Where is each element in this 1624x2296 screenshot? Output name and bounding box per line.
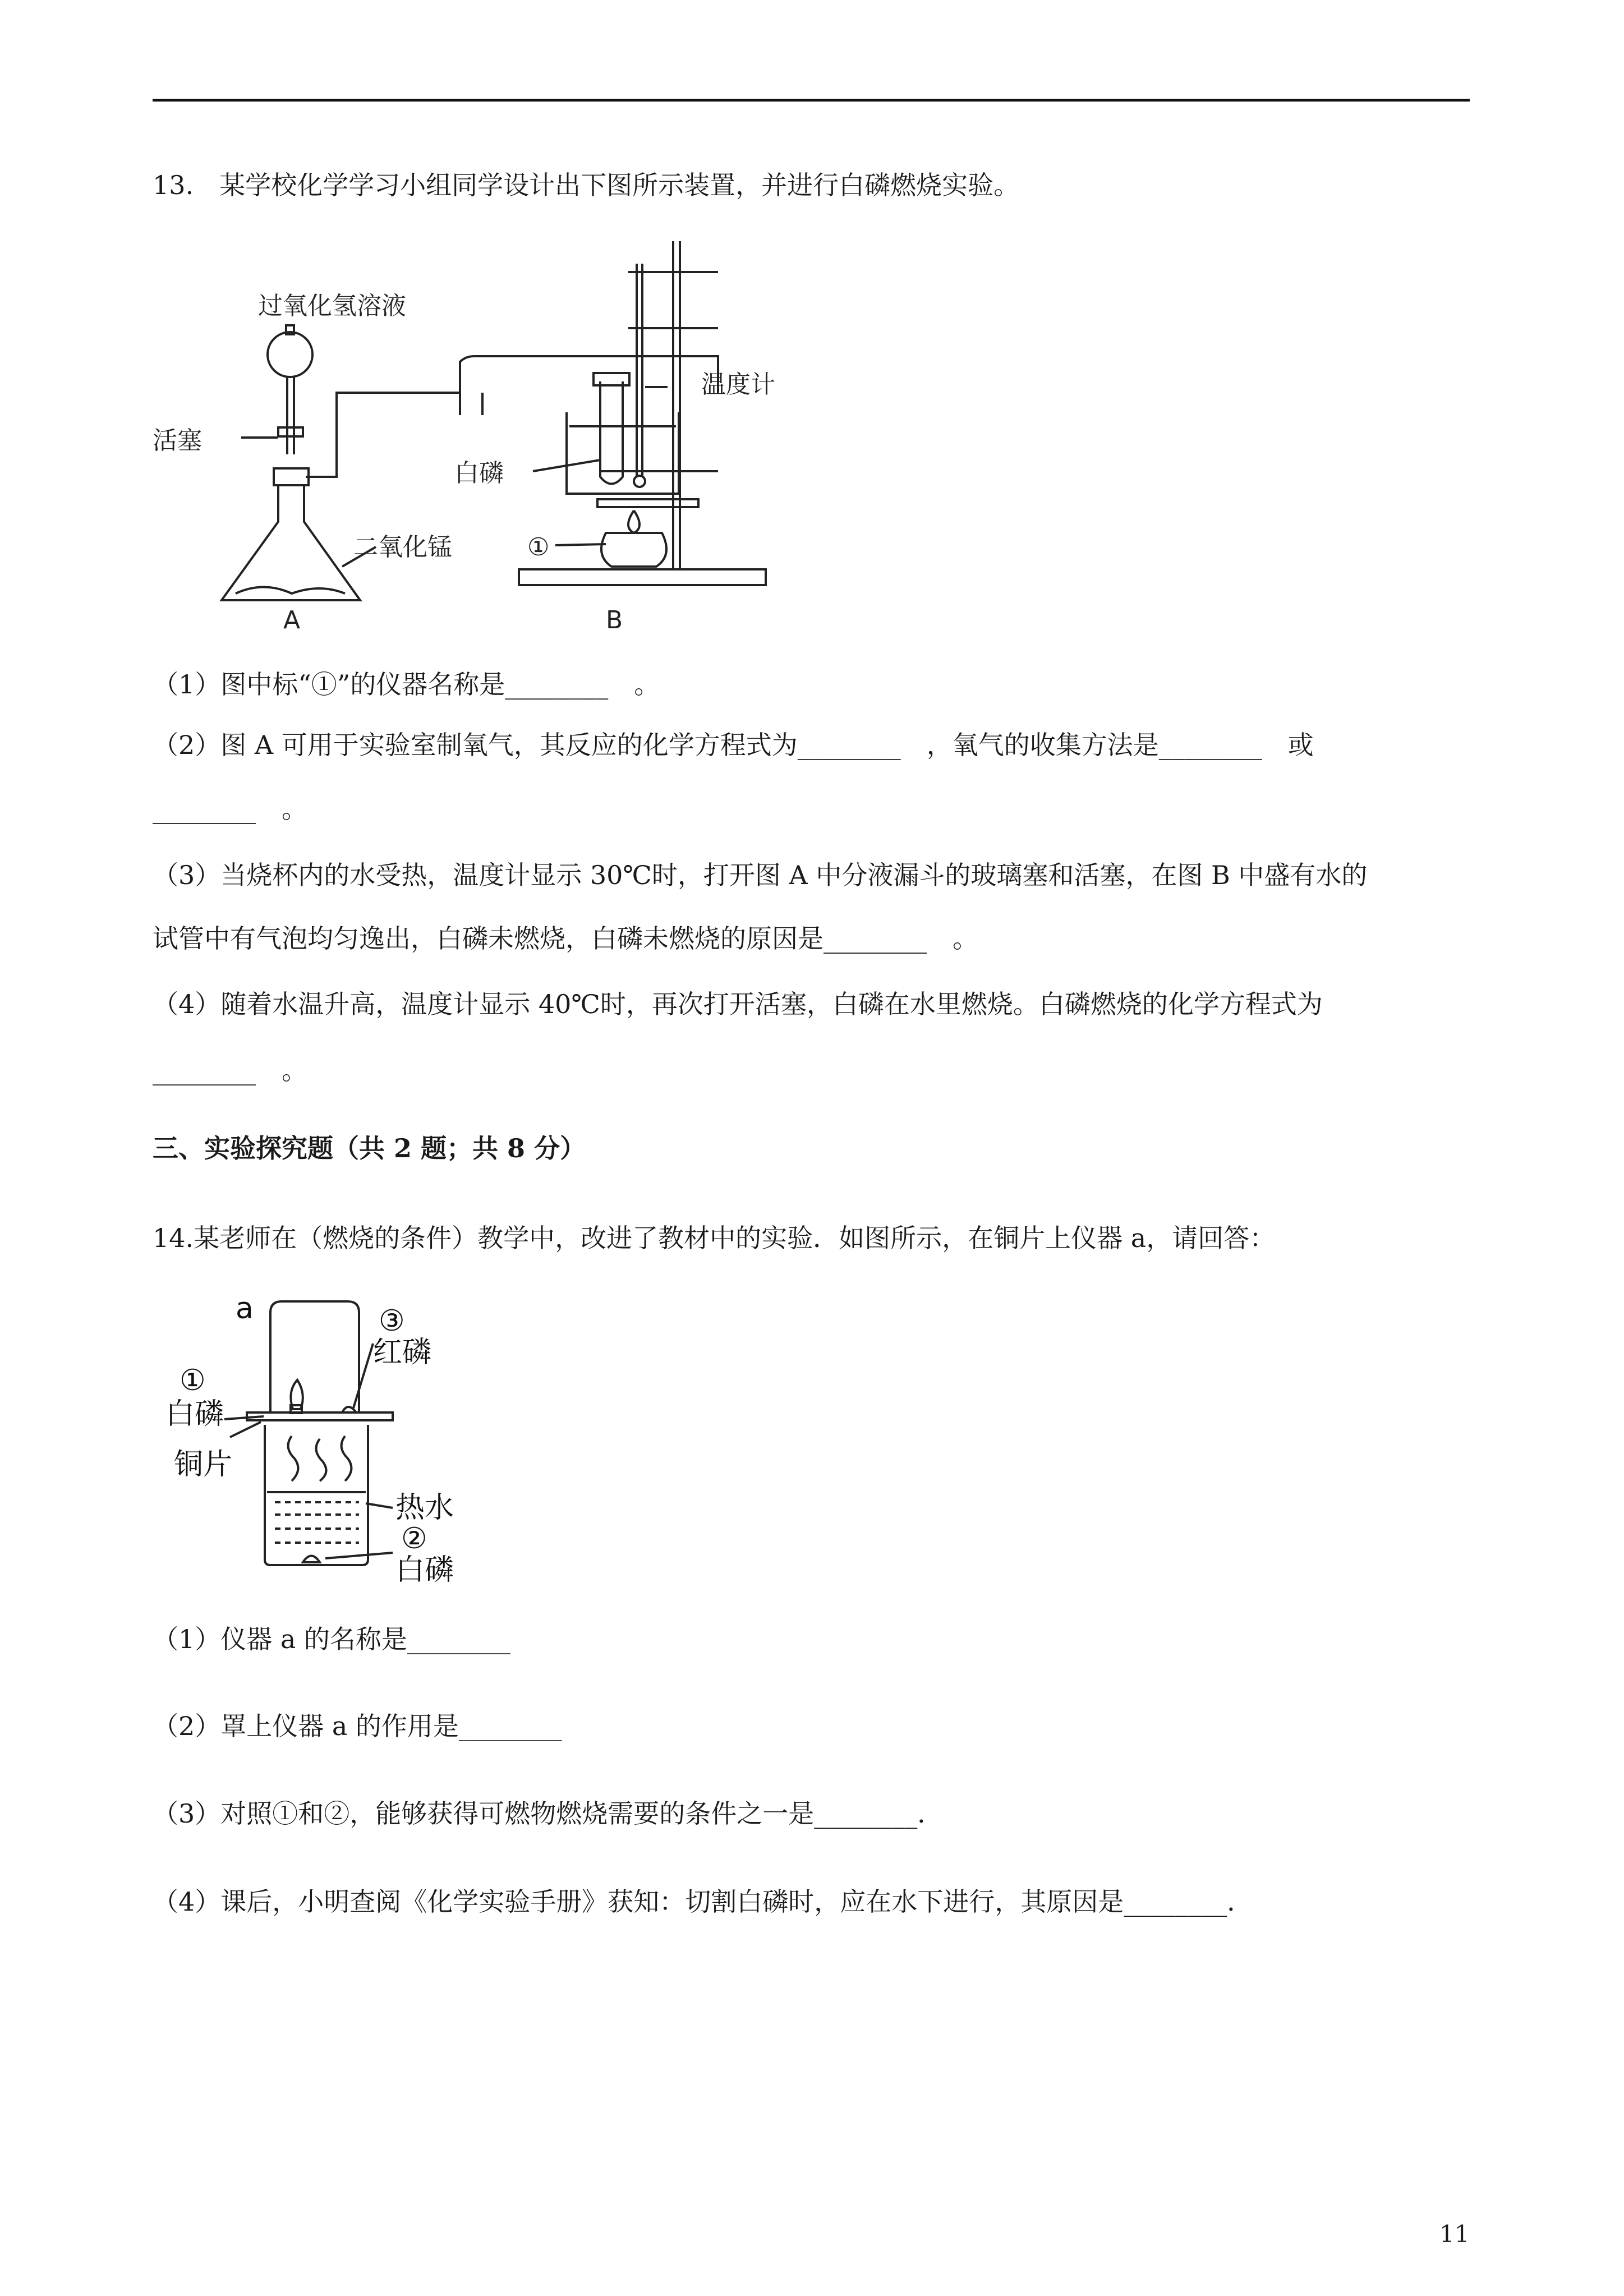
q14-part2: （2）罩上仪器 a 的作用是________	[153, 1711, 562, 1741]
q14-part1: （1）仪器 a 的名称是________	[153, 1624, 510, 1654]
label-white-phosphorus: 白磷	[454, 459, 504, 487]
q13-part3-line2: 试管中有气泡均匀逸出，白磷未燃烧，白磷未燃烧的原因是________ 。	[153, 923, 978, 954]
label-circle-2: ②	[401, 1522, 427, 1556]
label-circle-3: ③	[379, 1304, 405, 1338]
label-white-phosphorus-1: 白磷	[165, 1397, 224, 1431]
label-red-phosphorus: 红磷	[373, 1336, 432, 1369]
q13-part2-line1: （2）图 A 可用于实验室制氧气，其反应的化学方程式为________ ，氧气的收集方法是________ 或	[153, 730, 1314, 760]
q13-part4-line2: ________ 。	[153, 1055, 307, 1085]
q13-part4-line1: （4）随着水温升高，温度计显示 40℃时，再次打开活塞，白磷在水里燃烧。白磷燃烧的化学方程式为	[153, 989, 1323, 1019]
label-hot-water: 热水	[395, 1491, 454, 1525]
label-h2o2: 过氧化氢溶液	[258, 292, 406, 320]
label-mno2: 二氧化锰	[353, 533, 452, 562]
q13-part2-line2: ________ 。	[153, 794, 307, 824]
label-b: B	[606, 606, 623, 634]
q13-stem: 13. 某学校化学学习小组同学设计出下图所示装置，并进行白磷燃烧实验。	[153, 170, 1020, 200]
label-copper-sheet: 铜片	[174, 1448, 233, 1481]
label-thermometer: 温度计	[701, 370, 775, 399]
q14-part4: （4）课后，小明查阅《化学实验手册》获知：切割白磷时，应在水下进行，其原因是________．	[153, 1887, 1253, 1917]
label-circle-1-q14: ①	[180, 1364, 206, 1397]
label-stopcock: 活塞	[153, 426, 202, 455]
label-white-phosphorus-2: 白磷	[395, 1553, 454, 1587]
label-a-cover: a	[236, 1292, 254, 1326]
label-circle-1: ①	[527, 533, 550, 562]
q14-part3: （3）对照①和②，能够获得可燃物燃烧需要的条件之一是________．	[153, 1798, 944, 1829]
q13-part3-line1: （3）当烧杯内的水受热，温度计显示 30℃时，打开图 A 中分液漏斗的玻璃塞和活塞，在图 B 中盛有水的	[153, 860, 1368, 890]
page-number: 11	[1439, 2220, 1470, 2248]
label-a: A	[283, 606, 301, 634]
q13-part1: （1）图中标“①”的仪器名称是________ 。	[153, 669, 660, 700]
q14-apparatus-figure	[163, 1290, 477, 1604]
q14-stem: 14.某老师在（燃烧的条件）教学中，改进了教材中的实验．如图所示，在铜片上仪器 a，请回答：	[153, 1223, 1276, 1253]
header-rule	[153, 99, 1470, 102]
section-3-title: 三、实验探究题（共 2 题；共 8 分）	[153, 1133, 586, 1163]
q13-apparatus-figure	[151, 230, 813, 639]
